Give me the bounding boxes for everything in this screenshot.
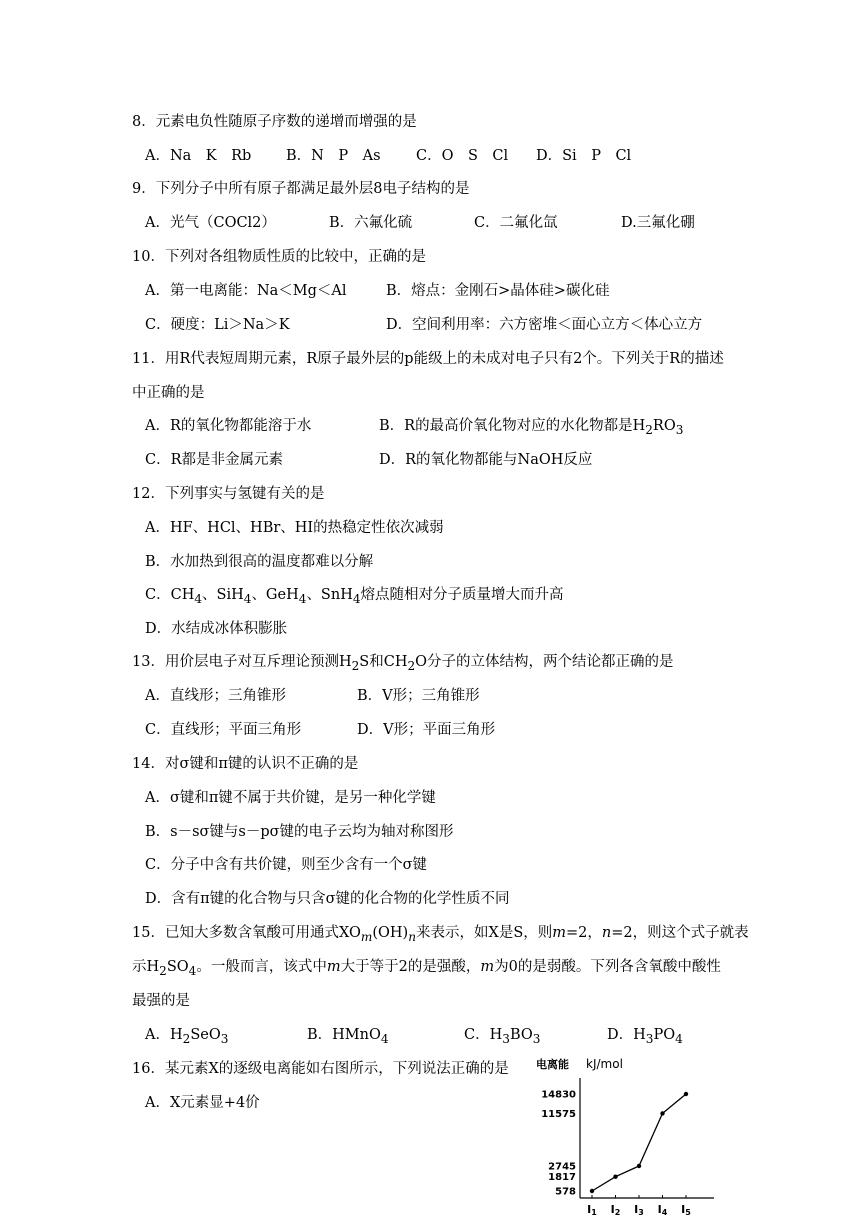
q10-option-c: C．硬度：Li＞Na＞K xyxy=(145,317,290,333)
q13-stem: 13．用价层电子对互斥理论预测$H_2S$和$CH_2O$分子的立体结构，两个结论都正确的是 xyxy=(132,654,674,673)
q8-option-b: B．N P As xyxy=(286,148,381,164)
chart-xtick-label: I5 xyxy=(681,1203,691,1216)
q10-stem: 10．下列对各组物质性质的比较中，正确的是 xyxy=(132,249,426,265)
q14-option-b: B．s－sσ键与s－pσ键的电子云均为轴对称图形 xyxy=(145,824,454,840)
q9-option-b: B．六氟化硫 xyxy=(329,215,413,231)
q14-stem: 14．对σ键和π键的认识不正确的是 xyxy=(132,756,359,772)
chart-ytick-label: 11575 xyxy=(541,1108,576,1120)
chart-data-point xyxy=(660,1111,664,1115)
q8-stem: 8．元素电负性随原子序数的递增而增强的是 xyxy=(132,114,417,130)
chart-xtick-label: I1 xyxy=(587,1203,597,1216)
q8-option-c: C．O S Cl xyxy=(416,148,509,164)
q8-option-a: A．Na K Rb xyxy=(145,148,252,164)
q12-option-b: B．水加热到很高的温度都难以分解 xyxy=(145,554,374,570)
q16-option-a: A．X元素显+4价 xyxy=(145,1095,260,1111)
q13-option-d: D．V形；平面三角形 xyxy=(357,722,496,738)
q13-option-a: A．直线形；三角锥形 xyxy=(145,688,286,704)
q9-option-d: D.三氟化硼 xyxy=(621,215,695,231)
q9-option-a: A．光气（COCl2） xyxy=(145,215,276,231)
q11-option-d: D．R的氧化物都能与NaOH反应 xyxy=(379,452,593,468)
q9-stem: 9．下列分子中所有原子都满足最外层8电子结构的是 xyxy=(132,181,470,197)
q12-stem: 12．下列事实与氢键有关的是 xyxy=(132,486,325,502)
q15-option-a: A．$H_2SeO_3$ xyxy=(145,1027,229,1046)
q12-option-a: A．HF、HCl、HBr、HI的热稳定性依次减弱 xyxy=(145,520,444,536)
chart-data-point xyxy=(684,1092,688,1096)
q16-stem: 16．某元素X的逐级电离能如右图所示，下列说法正确的是 xyxy=(132,1061,509,1077)
q8-option-d: D．Si P Cl xyxy=(536,148,632,164)
q14-option-a: A．σ键和π键不属于共价键，是另一种化学键 xyxy=(145,790,436,806)
q14-option-c: C．分子中含有共价键，则至少含有一个σ键 xyxy=(145,857,427,873)
q10-option-b: B．熔点：金刚石>晶体硅>碳化硅 xyxy=(386,283,610,299)
q15-option-c: C．$H_3BO_3$ xyxy=(464,1027,541,1046)
q10-option-d: D．空间利用率：六方密堆＜面心立方＜体心立方 xyxy=(386,317,703,333)
q15-option-d: D．$H_3PO_4$ xyxy=(607,1027,683,1046)
chart-xtick-label: I4 xyxy=(657,1203,668,1216)
q11-option-b: B．R的最高价氧化物对应的水化物都是$H_2RO_3$ xyxy=(379,418,684,437)
chart-ytick-label: 578 xyxy=(555,1186,576,1198)
q13-option-c: C．直线形；平面三角形 xyxy=(145,722,302,738)
q11-stem-line2: 中正确的是 xyxy=(132,385,205,401)
chart-data-point xyxy=(637,1164,641,1168)
q15-stem-line1: 15．已知大多数含氧酸可用通式$XO_m(OH)_n$来表示，如X是S，则m=2，n=2，则这个式子就表 xyxy=(132,925,749,944)
chart-data-point xyxy=(613,1175,617,1179)
q14-option-d: D．含有π键的化合物与只含σ键的化合物的化学性质不同 xyxy=(145,891,510,907)
chart-ytick-label: 14830 xyxy=(541,1089,576,1101)
q9-option-c: C．二氟化氙 xyxy=(474,215,558,231)
q11-option-c: C．R都是非金属元素 xyxy=(145,452,284,468)
chart-unit: kJ/mol xyxy=(586,1057,623,1071)
q10-option-a: A．第一电离能：Na＜Mg＜Al xyxy=(145,283,347,299)
q15-option-b: B．HMnO$_4$ xyxy=(307,1027,389,1046)
q11-option-a: A．R的氧化物都能溶于水 xyxy=(145,418,312,434)
q12-option-d: D．水结成冰体积膨胀 xyxy=(145,621,288,637)
chart-series-line xyxy=(592,1094,686,1191)
q11-stem-line1: 11．用R代表短周期元素，R原子最外层的p能级上的未成对电子只有2个。下列关于R的描述 xyxy=(132,351,724,367)
chart-xtick-label: I3 xyxy=(634,1203,644,1216)
q13-option-b: B．V形；三角锥形 xyxy=(357,688,480,704)
chart-ylabel: 电离能 xyxy=(536,1058,569,1071)
q12-option-c: C．$CH_4$、SiH$_4$、GeH$_4$、SnH$_4$熔点随相对分子质量增大而升高 xyxy=(145,587,564,606)
chart-data-point xyxy=(590,1189,594,1193)
ionization-energy-chart xyxy=(528,1052,728,1216)
chart-ytick-label: 2745 xyxy=(548,1161,576,1173)
chart-xtick-label: I2 xyxy=(610,1203,621,1216)
chart-ytick-label: 1817 xyxy=(548,1172,576,1184)
q15-stem-line2: 示$H_2SO_4$。一般而言，该式中m大于等于2的是强酸，m为0的是弱酸。下列各含氧酸中酸性 xyxy=(132,959,721,978)
q15-stem-line3: 最强的是 xyxy=(132,993,190,1009)
